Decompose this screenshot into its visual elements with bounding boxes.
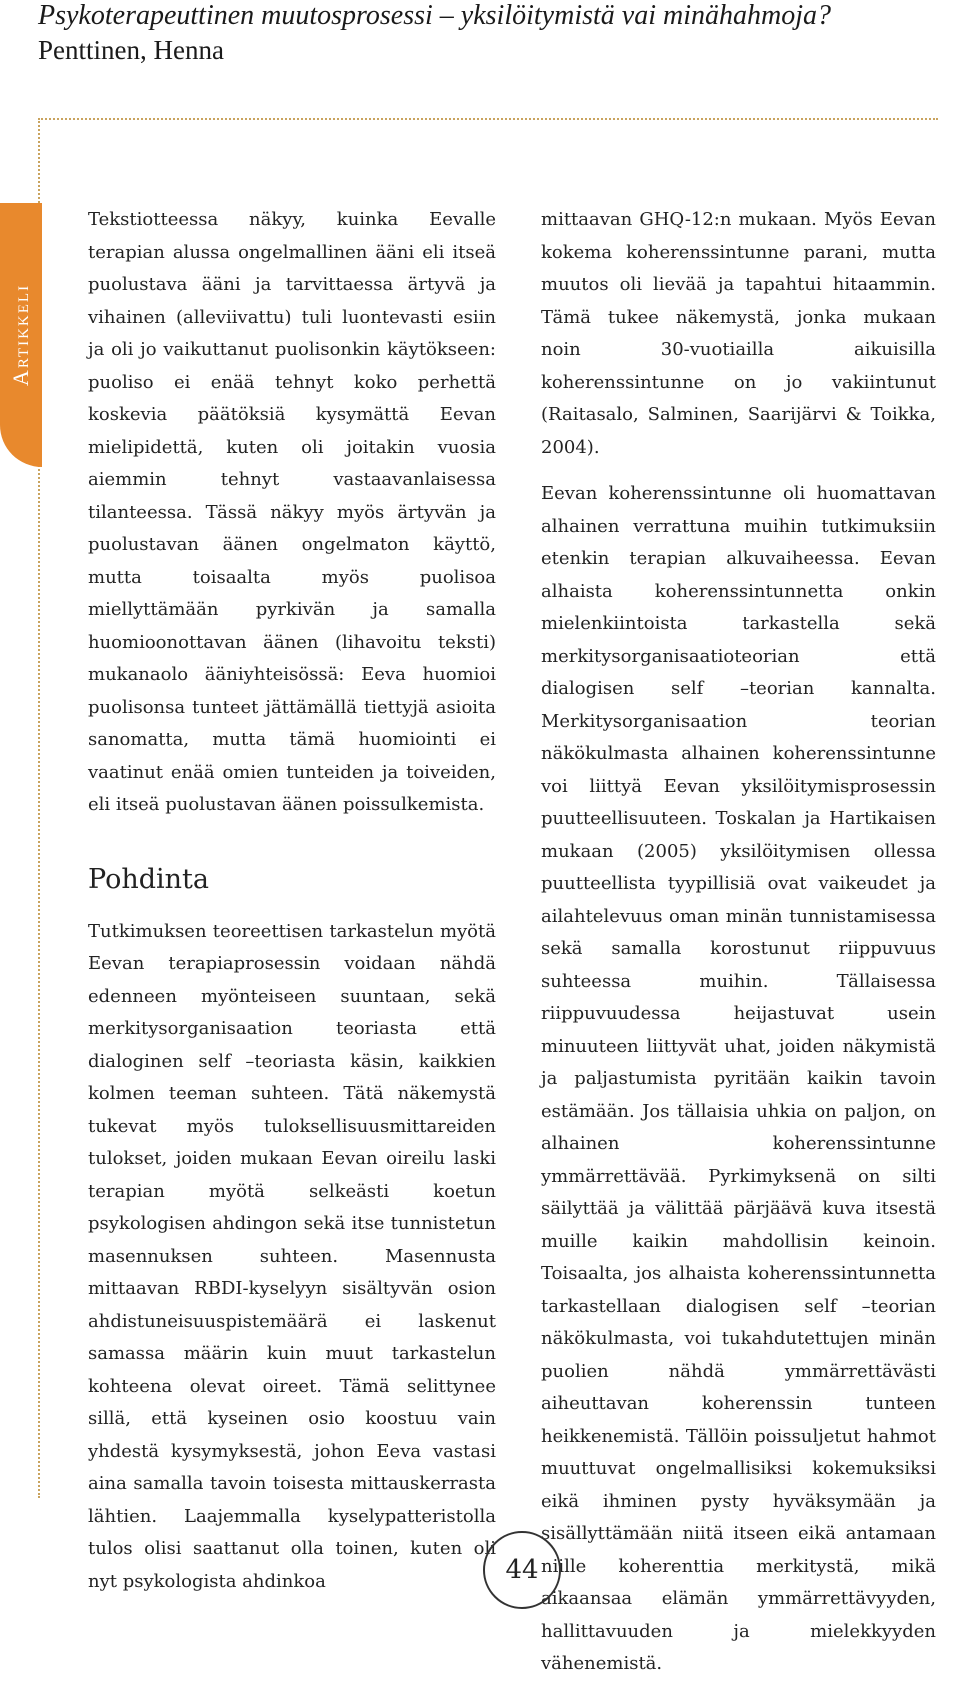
page-number: 44 — [505, 1555, 539, 1585]
discussion-paragraph: Tutkimuksen teoreettisen tarkastelun myötä Eevan terapiaprosessin voidaan nähdä edenneen myönteiseen suuntaan, sekä merkitysorganisaation teoriasta että dialoginen self –teoriasta käsin, kaikkien kolmen teeman suhteen. Tätä näkemystä tukevat myös tuloksellisuusmittareiden tulokset, joiden mukaan Eevan oireilu laski terapian myötä selkeästi koetun psykologisen ahdingon sekä itse tunnistetun masennuksen suhteen. Masennusta mittaavan RBDI-kyselyyn sisältyvän osion ahdistuneisuuspistemäärä ei laskenut samassa määrin kuin muut tarkastelun kohteena olevat oireet. Tämä selittynee sillä, että kyseinen osio koostuu vain yhdestä kysymyksestä, johon Eeva vastasi aina samalla tavoin toisesta mittauskerrasta lähtien. Laajemmalla kyselypatteristolla tulos olisi saattanut olla toinen, kuten oli nyt psykologista ahdinkoa — [88, 920, 496, 1592]
right-paragraph-2: Eevan koherenssintunne oli huomattavan alhainen verrattuna muihin tutkimuksiin etenkin terapian alkuvaiheessa. Eevan alhaista koherenssintunnetta onkin mielenkiintoista tarkastella sekä merkitysorganisaatioteorian että dialogisen self –teorian kannalta. Merkitysorganisaation teorian näkökulmasta alhainen koherenssintunne voi liittyä Eevan yksilöitymisprosessin puutteellisuuteen. Toskalan ja Hartikaisen mukaan (2005) yksilöitymisen ollessa puutteellista tyypillisiä ovat vaikeudet ja ailahtelevuus oman minän tunnistamisessa sekä samalla korostunut riippuvuus suhteessa muihin. Tällaisessa riippuvuudessa heijastuvat usein minuuteen liittyvät uhat, joiden näkymistä ja paljastumista pyritään kaikin tavoin estämään. Jos tällaisia uhkia on paljon, on alhainen koherenssintunne ymmärrettävää. Pyrkimyksenä on silti säilyttää ja välittää pärjäävä kuva itsestä muille kaikin mahdollisin keinoin. Toisaalta, jos alhaista koherenssintunnetta tarkastellaan dialogisen self –teorian näkökulmasta, voi tukahdutettujen minän puolien nähdä ymmärrettävästi aiheuttavan koherenssin tunteen heikkenemistä. Tällöin poissuljetut hahmot muuttuvat ongelmallisiksi kokemuksiksi eikä ihminen pysty hyväksymään ja sisällyttämään niitä itseen eikä antamaan niille koherenttia merkitystä, mikä aikaansaa elämän ymmärrettävyyden, hallittavuuden ja mielekkyyden vähenemistä. — [541, 483, 936, 1674]
intro-paragraph: Tekstiotteessa näkyy, kuinka Eevalle terapian alussa ongelmallinen ääni eli itseä puolustava ääni ja tarvittaessa ärtyvä ja vihainen (alleviivattu) tuli luontevasti esiin ja oli jo vaikuttanut puolisonkin käytökseen: puoliso ei enää tehnyt koko perhettä koskevia päätöksiä kysymättä Eevan mielipidettä, kuten oli joitakin vuosia aiemmin tehnyt vastaavanlaisessa tilanteessa. Tässä näkyy myös ärtyvän ja puolustavan äänen ongelmaton käyttö, mutta toisaalta myös puolisoa miellyttämään pyrkivän ja samalla huomioonottavan äänen (lihavoitu teksti) mukanaolo ääniyhteisössä: Eeva huomioi puolisonsa tunteet jättämällä tiettyjä asioita sanomatta, mutta tämä huomiointi ei vaatinut enää omien tunteiden ja toiveiden, eli itseä puolustavan äänen poissulkemista. — [88, 209, 496, 815]
right-paragraph-1: mittaavan GHQ-12:n mukaan. Myös Eevan kokema koherenssintunne parani, mutta muutos oli lievää ja tapahtui hitaammin. Tämä tukee näkemystä, jonka mukaan noin 30-vuotiailla aikuisilla koherenssintunne on jo vakiintunut (Raitasalo, Salminen, Saarijärvi & Toikka, 2004). — [541, 209, 936, 458]
section-tab-label: Artikkeli — [8, 283, 34, 387]
page-number-circle — [483, 1531, 561, 1609]
left-column — [88, 204, 496, 1598]
right-column — [541, 204, 936, 1681]
section-heading: Pohdinta — [88, 863, 209, 895]
running-author: Penttinen, Henna — [38, 35, 224, 65]
running-title: Psykoterapeuttinen muutosprosessi – yksilöitymistä vai minähahmoja? — [38, 0, 831, 31]
section-tab — [0, 203, 42, 467]
dotted-frame-top — [38, 118, 938, 120]
